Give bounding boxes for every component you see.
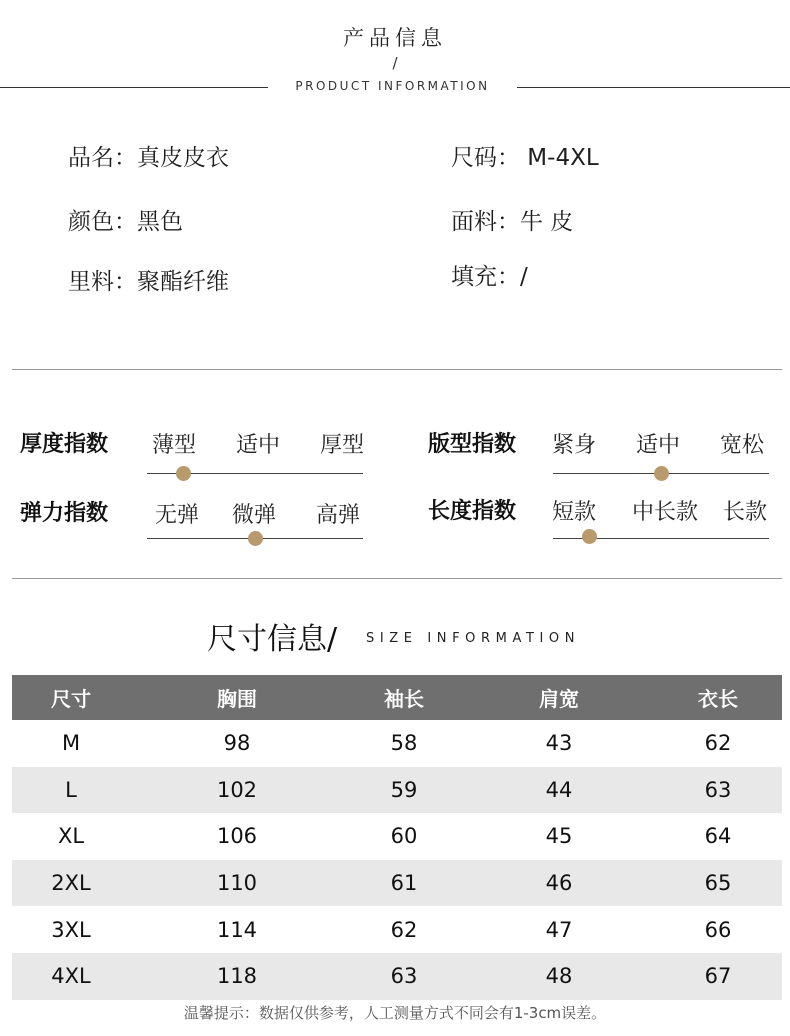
- thickness-indicator-dot: [176, 466, 191, 481]
- table-cell: 98: [223, 731, 251, 756]
- elasticity-index-title: 弹力指数: [20, 501, 109, 526]
- table-cell: 114: [216, 917, 258, 942]
- thickness-option: 薄型: [151, 433, 196, 458]
- table-cell: XL: [57, 824, 85, 849]
- table-cell: L: [12, 767, 130, 814]
- table-row: [12, 906, 782, 953]
- table-cell: 62: [704, 731, 732, 756]
- thickness-option: 适中: [235, 433, 280, 458]
- elasticity-option: 高弹: [315, 503, 360, 528]
- table-row: [12, 953, 782, 1000]
- table-cell: 59: [344, 767, 464, 814]
- table-cell: 102: [130, 767, 344, 814]
- table-cell: 64: [704, 824, 732, 849]
- length-option: 长款: [722, 500, 767, 525]
- size-table: [12, 675, 782, 1000]
- elasticity-option: 无弹: [154, 503, 199, 528]
- table-cell: 3XL: [51, 917, 91, 942]
- table-cell: 110: [130, 860, 344, 907]
- header-line-left: [0, 87, 268, 88]
- divider-top: [12, 369, 782, 370]
- table-cell: 2XL: [12, 860, 130, 907]
- table-cell: 62: [390, 917, 418, 942]
- fit-option: 紧身: [551, 433, 596, 458]
- table-cell: 48: [464, 953, 654, 1000]
- header-line-right: [517, 87, 790, 88]
- divider-middle: [12, 578, 782, 579]
- product-lining: 里料：聚酯纤维: [68, 269, 229, 295]
- length-option: 中长款: [631, 500, 698, 525]
- header-cell-length: 衣长: [654, 675, 782, 720]
- header-cell-shoulder: 肩宽: [464, 675, 654, 720]
- product-color: 颜色：黑色: [68, 209, 183, 235]
- table-cell: 63: [654, 767, 782, 814]
- table-row: [12, 720, 782, 767]
- table-cell: 46: [464, 860, 654, 907]
- section-subtitle-size-info: SIZE INFORMATION: [366, 631, 581, 646]
- length-indicator-dot: [582, 529, 597, 544]
- length-option: 短款: [551, 500, 596, 525]
- header-cell-sleeve: 袖长: [344, 675, 464, 720]
- header-cell-size: 尺寸: [12, 675, 130, 720]
- section-title-size-info: 尺寸信息/: [207, 622, 338, 657]
- table-cell: 67: [654, 953, 782, 1000]
- elasticity-option: 微弹: [231, 503, 276, 528]
- size-table-header-row: [12, 675, 782, 720]
- table-cell: 44: [464, 767, 654, 814]
- product-filling: 填充：/: [451, 264, 528, 290]
- table-row: [12, 767, 782, 814]
- measurement-note: 温馨提示：数据仅供参考，人工测量方式不同会有1-3cm误差。: [183, 1004, 607, 1022]
- table-cell: 61: [344, 860, 464, 907]
- thickness-option: 厚型: [319, 433, 364, 458]
- section-subtitle-product-info: PRODUCT INFORMATION: [295, 79, 490, 93]
- length-index-title: 长度指数: [428, 499, 517, 524]
- fit-index-title: 版型指数: [428, 432, 517, 457]
- table-cell: M: [61, 731, 81, 756]
- thickness-index-title: 厚度指数: [20, 432, 109, 457]
- table-cell: 118: [130, 953, 344, 1000]
- fit-option: 适中: [635, 433, 680, 458]
- fit-indicator-dot: [654, 466, 669, 481]
- table-cell: 45: [545, 824, 573, 849]
- table-cell: 66: [704, 917, 732, 942]
- table-row: [12, 860, 782, 907]
- product-size: 尺码： M-4XL: [451, 145, 599, 171]
- table-cell: 43: [545, 731, 573, 756]
- product-name: 品名：真皮皮衣: [68, 145, 229, 171]
- table-cell: 65: [654, 860, 782, 907]
- elasticity-indicator-dot: [248, 531, 263, 546]
- title-slash: /: [392, 54, 398, 72]
- header-cell-chest: 胸围: [130, 675, 344, 720]
- table-cell: 58: [390, 731, 418, 756]
- table-cell: 106: [216, 824, 258, 849]
- fit-option: 宽松: [719, 433, 764, 458]
- table-cell: 47: [545, 917, 573, 942]
- section-title-product-info: 产品信息: [343, 26, 447, 50]
- table-row: [12, 813, 782, 860]
- product-fabric: 面料：牛 皮: [451, 209, 574, 235]
- table-cell: 63: [344, 953, 464, 1000]
- table-cell: 4XL: [12, 953, 130, 1000]
- table-cell: 60: [390, 824, 418, 849]
